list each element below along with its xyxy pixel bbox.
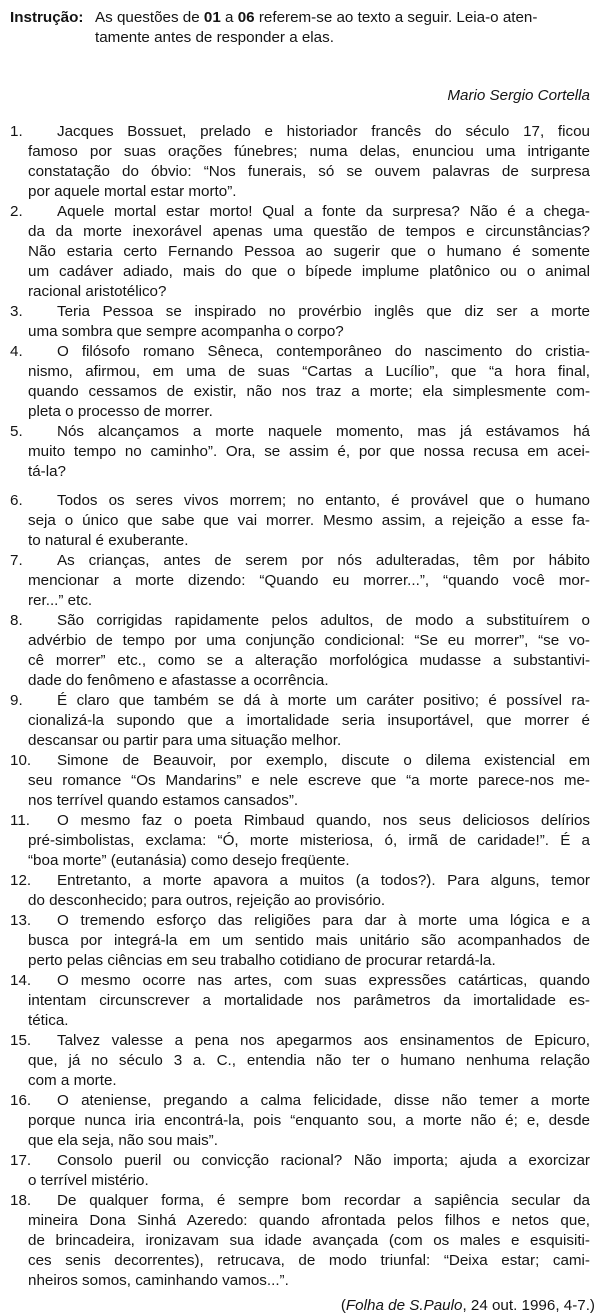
text-line: porque nunca iria encontrá-la, pois “enquanto sou, a morte não é; e, desde	[28, 1112, 590, 1129]
text-line: de brincadeira, ironizavam sua idade avançada (com os males e esquisiti-	[28, 1232, 590, 1249]
instruction-header	[0, 8, 610, 48]
text-line: racional aristotélico?	[28, 283, 167, 300]
source-details: , 24 out. 1996, 4-7.)	[462, 1297, 595, 1313]
paragraph-number: 12.	[10, 872, 32, 889]
question-range-end: 06	[237, 9, 255, 26]
author-name: Mario Sergio Cortella	[447, 87, 590, 104]
text-line: Talvez valesse a pena nos apegarmos aos ensinamentos de Epicuro,	[57, 1032, 590, 1049]
text-line: constatação do óbvio: “Nos funerais, só se ouvem palavras de surpresa	[28, 163, 590, 180]
text-line: Jacques Bossuet, prelado e historiador francês do século 17, ficou	[57, 123, 590, 140]
text-line: São corrigidas rapidamente pelos adultos, de modo a substituírem o	[57, 612, 590, 629]
paragraph-number: 4.	[10, 343, 23, 360]
text-line: pré-simbolistas, exclama: “Ó, morte misteriosa, ó, irmã de caridade!”. É a	[28, 832, 590, 849]
paragraph	[0, 551, 610, 611]
paragraph-number: 1.	[10, 123, 23, 140]
text-line: famoso por suas orações fúnebres; numa delas, enunciou uma intrigante	[28, 143, 590, 160]
text-line: cionalizá-la supondo que a imortalidade seria insuportável, que morrer é	[28, 712, 590, 729]
text-line: ces senis decorrentes), retrucava, de modo triunfal: “Deixa estar; cami-	[28, 1252, 590, 1269]
text-line: O mesmo faz o poeta Rimbaud quando, nos seus deliciosos delírios	[57, 812, 590, 829]
text-line: nos terrível quando estamos cansados”.	[28, 792, 299, 809]
paragraph	[0, 811, 610, 871]
question-range-start: 01	[203, 9, 221, 26]
text-line: rer...” etc.	[28, 592, 93, 609]
text-line: uma sombra que sempre acompanha o corpo?	[28, 323, 344, 340]
source-prefix: (	[340, 1297, 346, 1313]
text-body	[0, 122, 610, 1291]
text-line: O mesmo ocorre nas artes, com suas expressões catárticas, quando	[57, 972, 590, 989]
paragraph	[0, 1191, 610, 1291]
paragraph-number: 2.	[10, 203, 23, 220]
text-line: cê morrer” etc., como se a alteração morfológica mudasse a substantivi-	[28, 652, 590, 669]
paragraph	[0, 751, 610, 811]
text-line: É claro que também se dá à morte um caráter positivo; é possível ra-	[57, 692, 590, 709]
instruction-line-2: tamente antes de responder a elas.	[95, 29, 334, 46]
paragraph-number: 9.	[10, 692, 23, 709]
text-line: descansar ou partir para uma situação melhor.	[28, 732, 342, 749]
paragraph	[0, 971, 610, 1031]
source-citation	[0, 1296, 610, 1313]
paragraph-number: 5.	[10, 423, 23, 440]
paragraph-number: 16.	[10, 1092, 32, 1109]
text-line: Aquele mortal estar morto! Qual a fonte da surpresa? Não é a chega-	[57, 203, 590, 220]
paragraph-number: 14.	[10, 972, 32, 989]
paragraph	[0, 491, 610, 551]
paragraph	[0, 691, 610, 751]
paragraph	[0, 202, 610, 302]
paragraph-number: 13.	[10, 912, 32, 929]
paragraph	[0, 302, 610, 342]
text-line: As crianças, antes de serem por nós adulteradas, têm por hábito	[57, 552, 590, 569]
paragraph-number: 6.	[10, 492, 23, 509]
text-line: “boa morte” (eutanásia) como desejo freqüente.	[28, 852, 350, 869]
text-line: com a morte.	[28, 1072, 117, 1089]
instruction-text: As questões de	[95, 9, 204, 26]
text-line: O filósofo romano Sêneca, contemporâneo do nascimento do cristia-	[57, 343, 590, 360]
publication-name: Folha de S.Paulo	[345, 1297, 463, 1313]
text-line: um cadáver adiado, mais do que o bípede implume platônico ou o animal	[28, 263, 590, 280]
text-line: O ateniense, pregando a calma felicidade, disse não temer a morte	[57, 1092, 590, 1109]
paragraph	[0, 342, 610, 422]
paragraph-number: 7.	[10, 552, 23, 569]
instruction-text: referem-se ao texto a seguir. Leia-o aten-	[254, 9, 538, 26]
text-line: Simone de Beauvoir, por exemplo, discute o dilema existencial em	[57, 752, 590, 769]
instruction-text: a	[220, 9, 238, 26]
text-line: dade do fenômeno e afastasse a ocorrência.	[28, 672, 329, 689]
text-line: Nós alcançamos a morte naquele momento, mas já estávamos há	[57, 423, 590, 440]
paragraph	[0, 611, 610, 691]
text-line: mencionar a morte dizendo: “Quando eu morrer...”, “quando você mor-	[28, 572, 590, 589]
paragraph	[0, 911, 610, 971]
text-line: nheiros somos, caminhando vamos...”.	[28, 1272, 289, 1289]
text-line: seja o único que sabe que vai morrer. Mesmo assim, a rejeição a esse fa-	[28, 512, 590, 529]
paragraph-number: 11.	[10, 812, 30, 829]
text-line: que, já no século 3 a. C., entendia não ter o humano nenhuma relação	[28, 1052, 590, 1069]
paragraph	[0, 122, 610, 202]
text-line: do desconhecido; para outros, rejeição ao provisório.	[28, 892, 386, 909]
paragraph-number: 10.	[10, 752, 32, 769]
text-line: seu romance “Os Mandarins” e nele escreve que “a morte parece-nos me-	[28, 772, 590, 789]
text-line: pleta o processo de morrer.	[28, 403, 213, 420]
text-line: que ela seja, não sou mais”.	[28, 1132, 218, 1149]
text-line: mineira Dona Sinhá Azeredo: quando afrontada pelos filhos e netos que,	[28, 1212, 590, 1229]
paragraph	[0, 871, 610, 911]
instruction-label: Instrução:	[10, 9, 84, 26]
text-line: Não estaria certo Fernando Pessoa ao sugerir que o humano é somente	[28, 243, 590, 260]
text-line: De qualquer forma, é sempre bom recordar a sapiência secular da	[57, 1192, 590, 1209]
text-line: da da morte inexorável apenas uma questão de tempos e circunstâncias?	[28, 223, 590, 240]
paragraph	[0, 422, 610, 482]
text-line: intentam circunscrever a mortalidade nos parâmetros da imortalidade es-	[28, 992, 590, 1009]
paragraph	[0, 1031, 610, 1091]
text-line: muito tempo no caminho”. Ora, se assim é, por que nossa recusa em acei-	[28, 443, 590, 460]
paragraph-number: 17.	[10, 1152, 32, 1169]
text-line: to natural é exuberante.	[28, 532, 189, 549]
paragraph-number: 3.	[10, 303, 23, 320]
text-line: O tremendo esforço das religiões para dar à morte uma lógica e a	[57, 912, 590, 929]
paragraph	[0, 1091, 610, 1151]
text-line: o terrível mistério.	[28, 1172, 149, 1189]
paragraph-number: 18.	[10, 1192, 32, 1209]
text-line: Consolo pueril ou convicção racional? Não importa; ajuda a exorcizar	[57, 1152, 590, 1169]
text-line: busca por integrá-la em um sentido mais unitário são acompanhados de	[28, 932, 590, 949]
text-line: Entretanto, a morte apavora a muitos (a todos?). Para alguns, temor	[57, 872, 590, 889]
instruction-line-1	[95, 8, 596, 28]
text-line: tá-la?	[28, 463, 66, 480]
paragraph-number: 15.	[10, 1032, 32, 1049]
text-line: tética.	[28, 1012, 69, 1029]
text-line: quando cessamos de existir, não nos traz a morte; ela simplesmente com-	[28, 383, 590, 400]
text-line: Teria Pessoa se inspirado no provérbio inglês que diz ser a morte	[57, 303, 590, 320]
paragraph	[0, 1151, 610, 1191]
paragraph-number: 8.	[10, 612, 23, 629]
text-line: perto pelas ciências em seu trabalho cotidiano de procurar retardá-la.	[28, 952, 496, 969]
text-line: por aquele mortal estar morto”.	[28, 183, 237, 200]
text-line: Todos os seres vivos morrem; no entanto, é provável que o humano	[57, 492, 590, 509]
text-line: nismo, afirmou, em uma de suas “Cartas a Lucílio”, que “a hora final,	[28, 363, 590, 380]
text-line: advérbio de tempo por uma conjunção condicional: “Se eu morrer”, “se vo-	[28, 632, 590, 649]
